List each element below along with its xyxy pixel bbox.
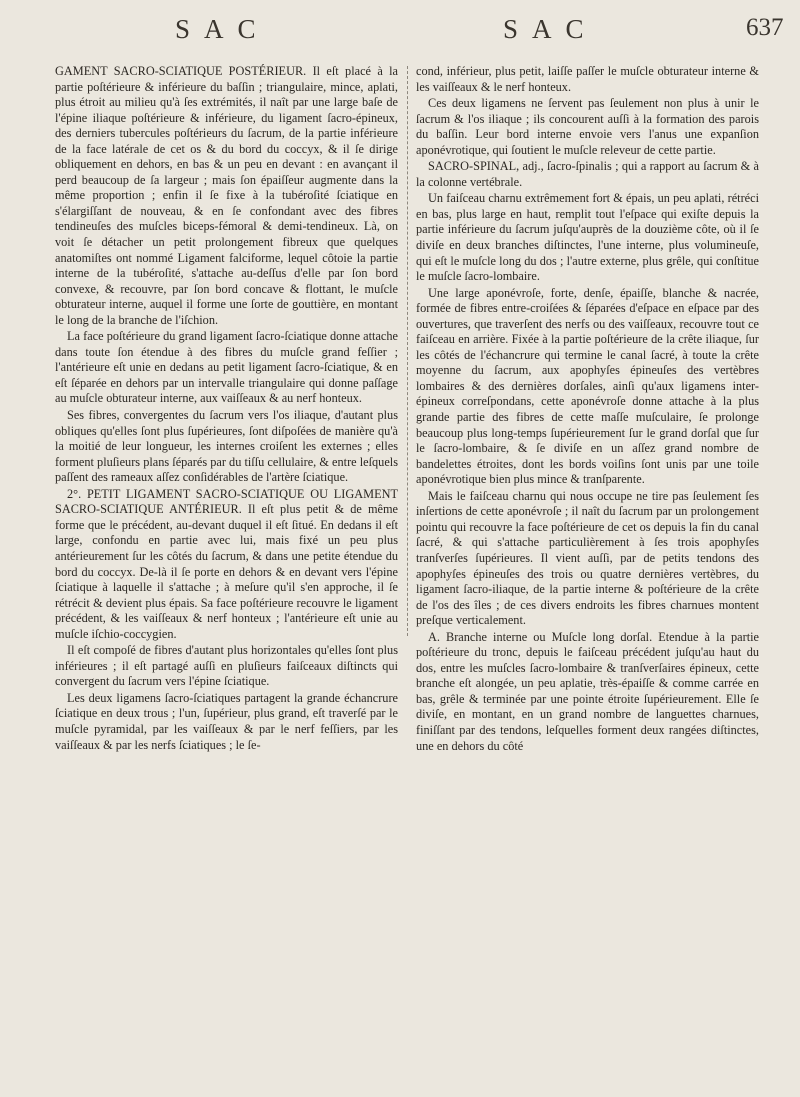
paragraph: Un faiſceau charnu extrêmement fort & épais, un peu aplati, rétréci en bas, plus large en haut, remplit tout l'eſpace qui exiſte depuis la partie inférieure du ſacrum juſqu'auprès de la douzième côte, où il ſe diviſe en deux branches diſtinctes, l'une interne, plus volumineuſe, qui eſt le muſcle long du dos ; l'autre externe, plus grêle, qui conſtitue le muſcle ſacro-lombaire. <box>416 191 759 284</box>
page-number: 637 <box>746 14 784 41</box>
paragraph: 2°. PETIT LIGAMENT SACRO-SCIATIQUE OU LIGAMENT SACRO-SCIATIQUE ANTÉRIEUR. Il eſt plus petit & de même forme que le précédent, au-devant duquel il eſt ſitué. En dedans il eſt large, confondu en partie avec lui, mais fixé un peu plus antérieurement ſur les côtés du ſacrum, & dans une petite étendue du bord du coccyx. De-là il ſe porte en dehors & en devant vers l'épine ſciatique à laquelle il s'attache ; à meſure qu'il s'en approche, il ſe rétrécit & devient plus épais. Sa face poſtérieure recouvre le ligament précédent, & les vaiſſeaux & nerf honteux ; l'antérieure eſt unie au muſcle iſchio-coccygien. <box>55 486 398 641</box>
column-divider <box>407 66 408 636</box>
paragraph: Ses fibres, convergentes du ſacrum vers l'os iliaque, d'autant plus obliques qu'elles ſont plus ſupérieures, ſont diſpoſées de manière qu'à la moitié de leur longueur, les internes croiſent les externes ; elles forment pluſieurs plans ſéparés par du tiſſu cellulaire, & entre leſquels paſſent des rameaux aſſez conſidérables de l'artère ſciatique. <box>55 408 398 485</box>
running-head-right: SAC <box>503 14 598 44</box>
paragraph: Mais le faiſceau charnu qui nous occupe ne tire pas ſeulement ſes inſertions de cette aponévroſe ; il naît du ſacrum par un prolongement pointu qui recouvre la face poſtérieure de cet os depuis la fin du canal ſacré, & qui s'attache particulièrement à ſes trois apophyſes tranſverſes ſupérieures. Il vient auſſi, par de petits tendons des apophyſes épineuſes des trois ou quatre dernières vertèbres, du ligament ſacro-iliaque, de la partie interne & poſtérieure de la crête de l'os des îles ; de ces divers endroits les fibres charnues montent preſque verticalement. <box>416 488 759 628</box>
paragraph: GAMENT SACRO-SCIATIQUE POSTÉRIEUR. Il eſt placé à la partie poſtérieure & inférieure du baſſin ; triangulaire, mince, aplati, plus étroit au milieu qu'à ſes extrémités, il naît par une large baſe de l'épine iliaque poſtérieure & inférieure, du ligament ſacro-épineux, des derniers tubercules poſtérieurs du ſacrum, de la partie inférieure de la face latérale de cet os & du bord du coccyx, & il ſe dirige obliquement en dehors, en bas & un peu en devant : en avançant il perd beaucoup de ſa largeur ; mais ſon épaiſſeur augmente dans la même proportion ; enfin il ſe fixe à la tubéroſité ſciatique en s'élargiſſant de nouveau, & en ſe confondant avec des fibres tendineuſes des muſcles biceps-fémoral & demi-tendineux. Là, on voit ſe détacher un petit prolongement fibreux que quelques anatomiſtes ont nommé Ligament falciforme, lequel côtoie la partie interne de la tubéroſité, s'attache au-deſſus d'elle par ſon bord convexe, & recouvre, par ſon bord concave & flottant, le muſcle obturateur interne, auquel il forme une ſorte de gouttière, en montant le long de la branche de l'iſchion. <box>55 64 398 327</box>
paragraph: Une large aponévroſe, forte, denſe, épaiſſe, blanche & nacrée, formée de fibres entre-croiſées & ſéparées d'eſpace en eſpace par des ouvertures, que traverſent des nerfs ou des vaiſſeaux, recouvre tout ce faiſceau en arrière. Fixée à la partie poſtérieure de la crête iliaque, ſur les côtés de l'échancrure qui termine le canal ſacré, à toute la crête moyenne du ſacrum, aux apophyſes épineuſes des vertèbres lombaires & des dernières dorſales, ainſi qu'aux ligamens inter-épineux correſpondans, cette aponévroſe donne attache à la plus grande partie des fibres de cette maſſe muſculaire, ſe prolonge beaucoup plus long-temps ſupérieurement ſur le grand dorſal que ſur le ſacro-lombaire, & ſe diviſe en un aſſez grand nombre de bandelettes étroites, dont les bords voiſins ſont unis par une toile aponévrotique bien plus mince & tranſparente. <box>416 285 759 487</box>
paragraph: cond, inférieur, plus petit, laiſſe paſſer le muſcle obturateur interne & les vaiſſeaux & le nerf honteux. <box>416 64 759 94</box>
paragraph: Les deux ligamens ſacro-ſciatiques partagent la grande échancrure ſciatique en deux trous ; l'un, ſupérieur, plus grand, eſt traverſé par le muſcle pyramidal, par les vaiſſeaux & par le nerf feſſiers, par les vaiſſeaux & par les nerfs ſciatiques ; le ſe- <box>55 690 398 752</box>
paragraph: La face poſtérieure du grand ligament ſacro-ſciatique donne attache dans toute ſon étendue à des fibres du muſcle grand feſſier ; l'antérieure eſt unie en dedans au petit ligament ſacro-ſciatique, & en eſt ſéparée en dehors par un intervalle triangulaire qui donne paſſage au muſcle obturateur interne, aux vaiſſeaux & au nerf honteux. <box>55 329 398 406</box>
right-column <box>416 64 759 755</box>
paragraph: Il eſt compoſé de fibres d'autant plus horizontales qu'elles ſont plus inférieures ; il eſt partagé auſſi en pluſieurs faiſceaux diſtincts qui convergent du ſacrum vers l'épine ſciatique. <box>55 643 398 689</box>
paragraph: A. Branche interne ou Muſcle long dorſal. Etendue à la partie poſtérieure du tronc, depuis le faiſceau précédent juſqu'au haut du dos, entre les muſcles ſacro-lombaire & tranſverſaires épineux, cette branche eſt alongée, un peu aplatie, très-épaiſſe & comme carrée en bas, grêle & terminée par une pointe étroite ſupérieurement. Elle ſe diviſe, en montant, en un grand nombre de languettes charnues, finiſſant par des tendons, leſquelles forment deux rangées diſtinctes, une en dehors du côté <box>416 629 759 753</box>
running-head-left: SAC <box>175 14 270 44</box>
paragraph: SACRO-SPINAL, adj., ſacro-ſpinalis ; qui a rapport au ſacrum & à la colonne vertébrale. <box>416 159 759 189</box>
left-column <box>55 64 398 754</box>
paragraph: Ces deux ligamens ne ſervent pas ſeulement non plus à unir le ſacrum & l'os iliaque ; ils concourent auſſi à la formation des parois du baſſin. Leur bord interne envoie vers l'anus une expanſion aponévrotique, qui ſoutient le muſcle releveur de cette partie. <box>416 96 759 157</box>
